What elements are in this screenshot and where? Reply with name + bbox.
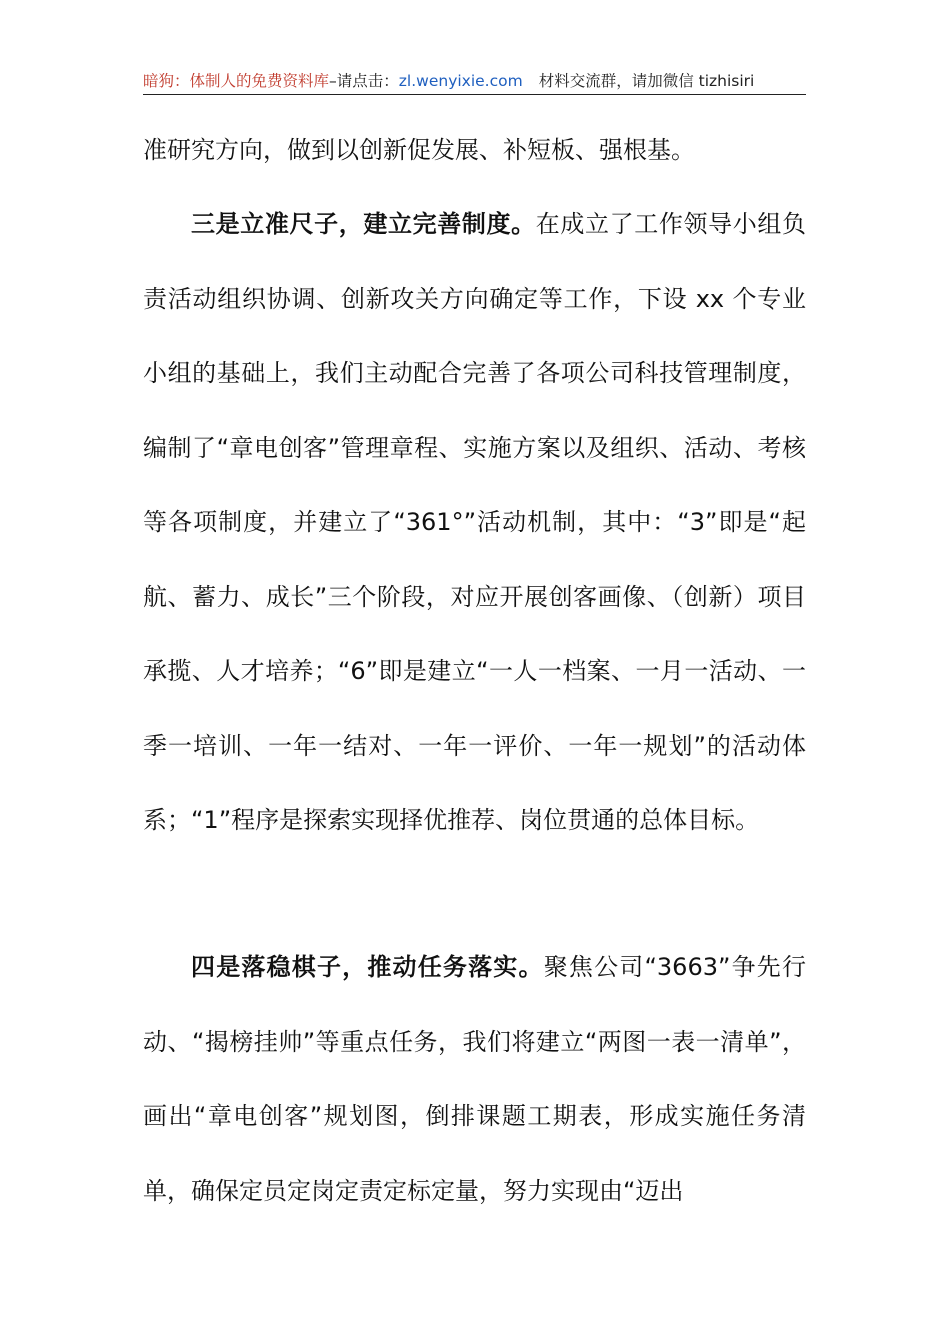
paragraph-continuation	[143, 113, 806, 188]
header-contact: 材料交流群，请加微信 tizhisiri	[538, 72, 755, 90]
paragraph-three	[143, 187, 806, 858]
paragraph-text: 准研究方向，做到以创新促发展、补短板、强根基。	[143, 136, 695, 164]
paragraph-text: 在成立了工作领导小组负责活动组织协调、创新攻关方向确定等工作，下设 xx 个专业小组的基础上，我们主动配合完善了各项公司科技管理制度，编制了“章电创客”管理章程、实施方案以及组织、活动、考核等各项制度，并建立了“361°”活动机制，其中：“3”即是“起航、蓄力、成长”三个阶段，对应开展创客画像、（创新）项目承揽、人才培养；“6”即是建立“一人一档案、一月一活动、一季一培训、一年一结对、一年一评价、一年一规划”的活动体系；“1”程序是探索实现择优推荐、岗位贯通的总体目标。	[143, 210, 806, 834]
paragraph-lead: 四是落稳棋子，推动任务落实。	[191, 953, 544, 981]
paragraph-text: 聚焦公司“3663”争先行动、“揭榜挂帅”等重点任务，我们将建立“两图一表一清单”，画出“章电创客”规划图，倒排课题工期表，形成实施任务清单，确保定员定岗定责定标定量，努力实现由“迈出	[143, 953, 806, 1205]
paragraph-four	[143, 930, 806, 1228]
page-header	[143, 68, 806, 95]
header-link[interactable]: zl.wenyixie.com	[398, 72, 523, 90]
header-brand: 暗狗：体制人的免费资料库	[143, 72, 330, 90]
header-prompt: –请点击：	[329, 72, 399, 90]
paragraph-lead: 三是立准尺子，建立完善制度。	[191, 210, 536, 238]
